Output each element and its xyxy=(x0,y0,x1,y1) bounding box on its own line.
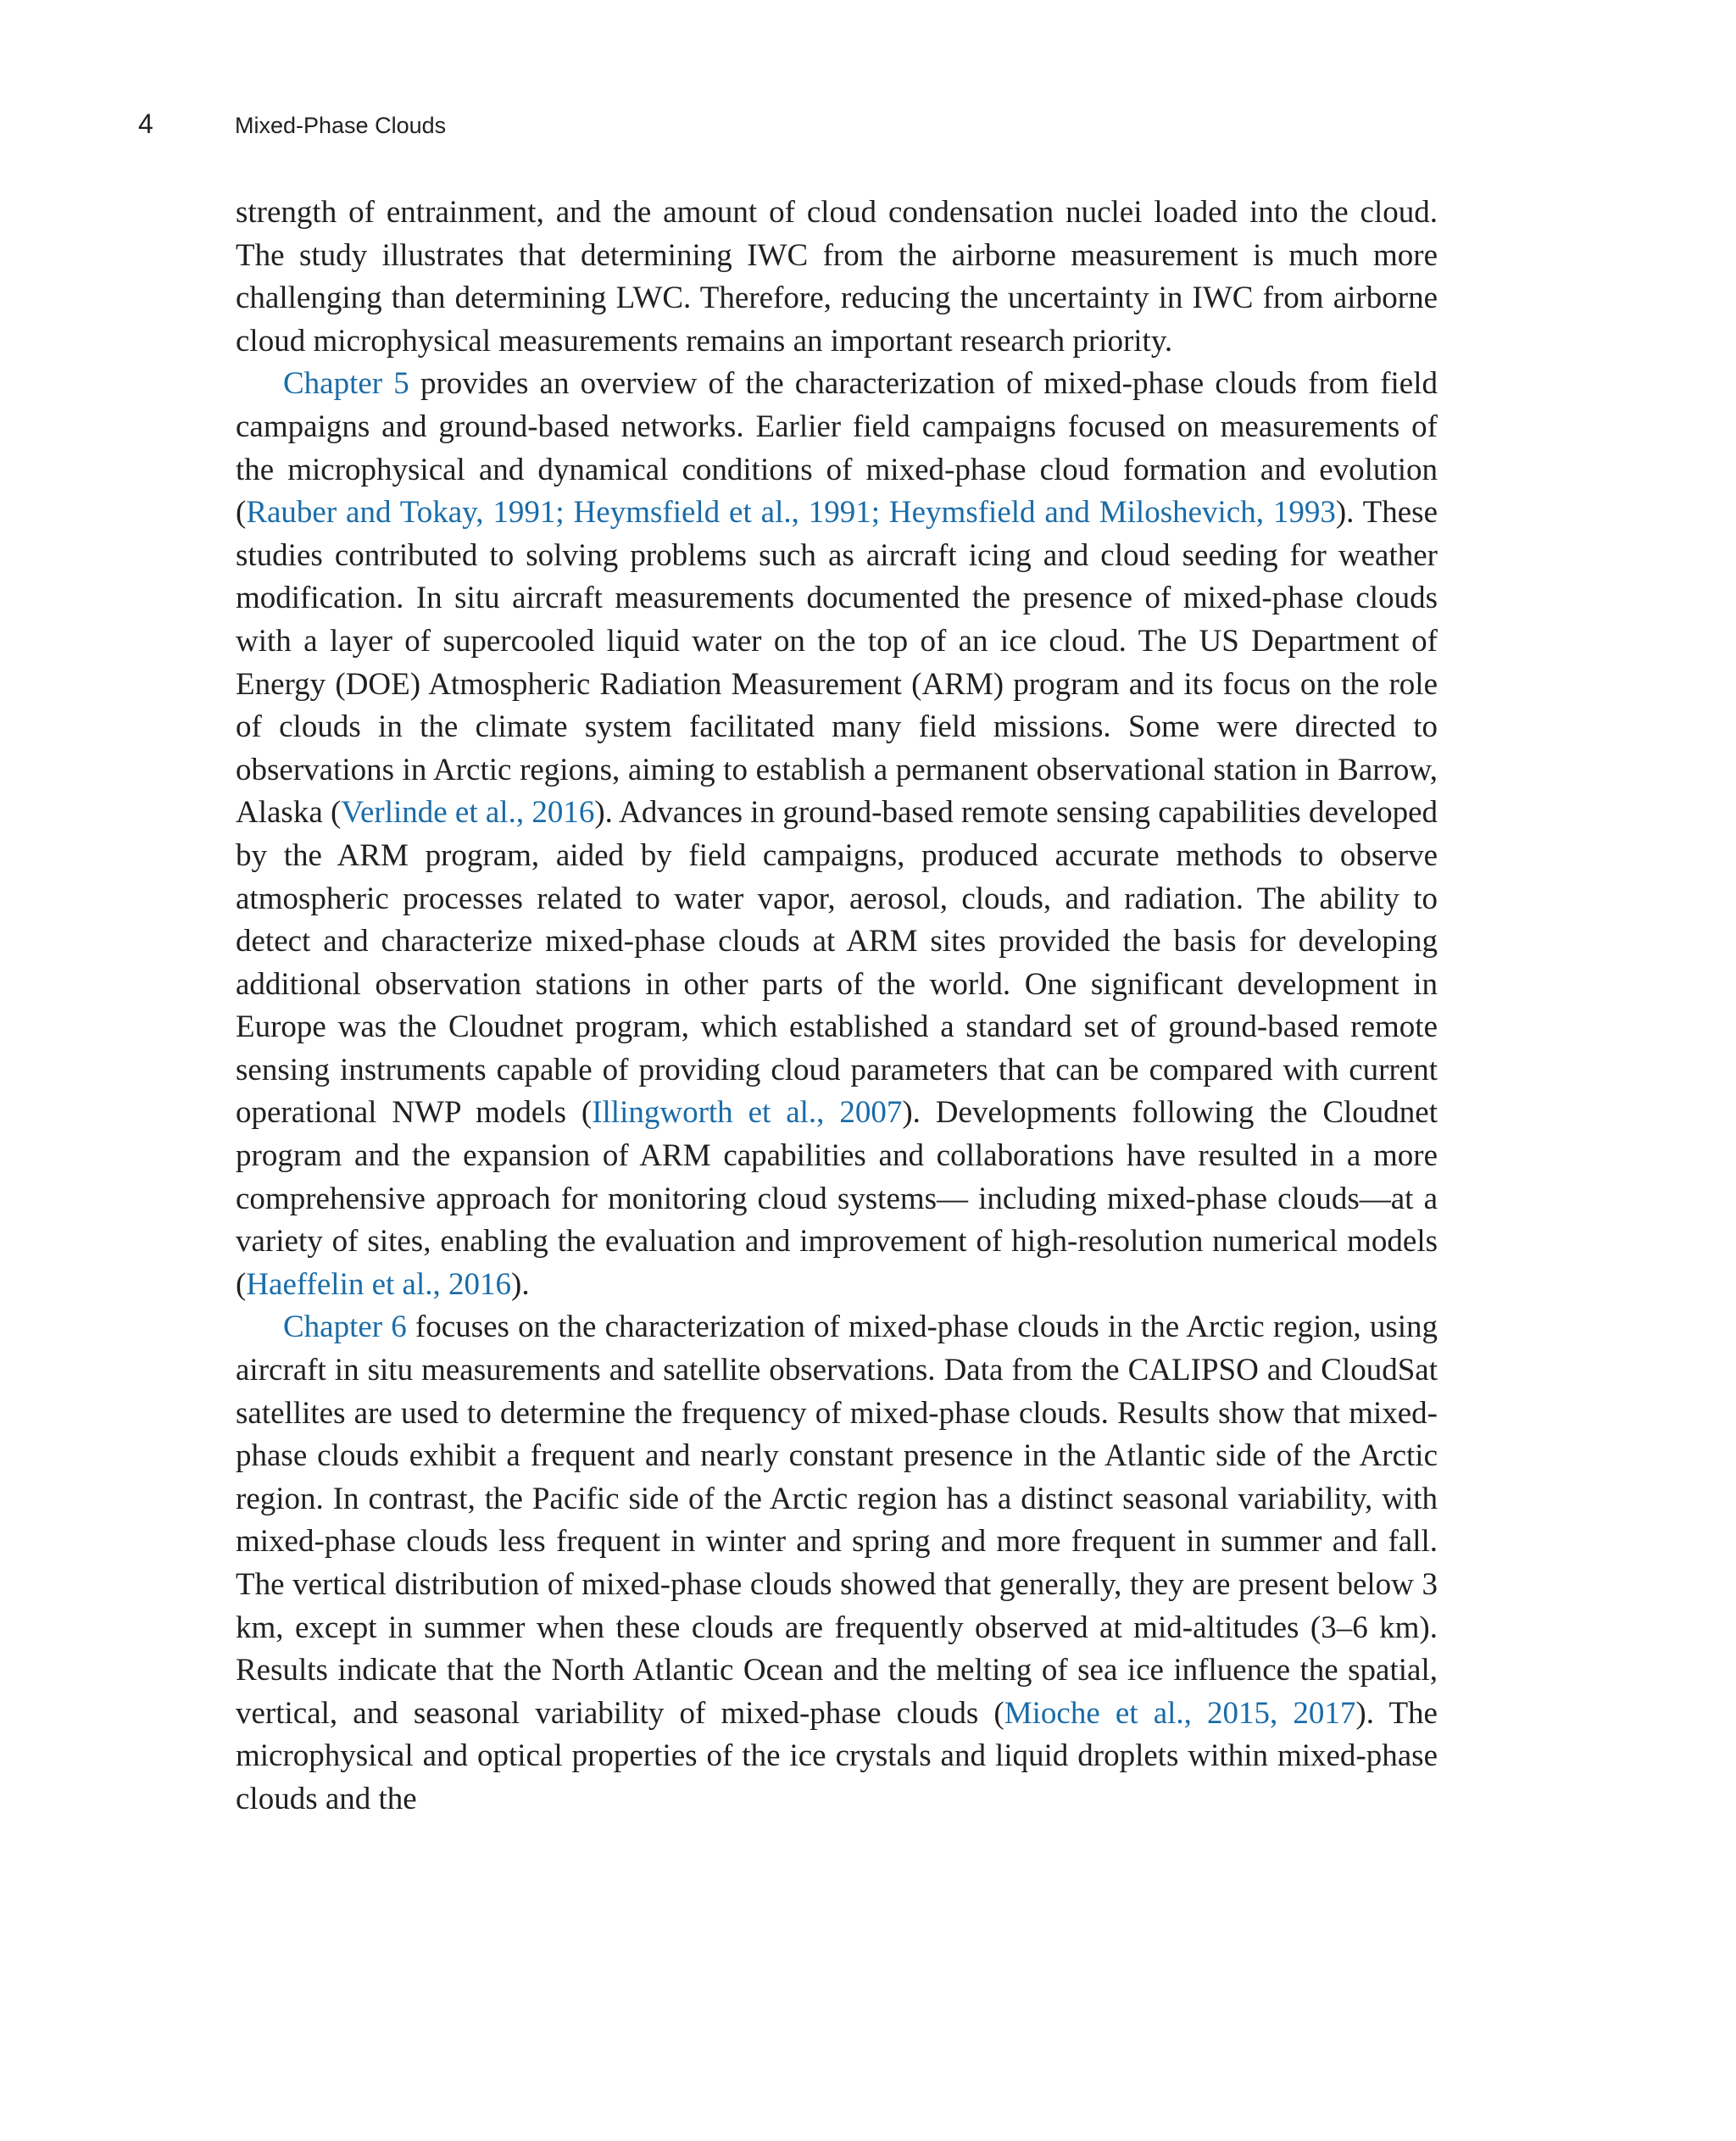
paragraph-1 xyxy=(236,192,1438,363)
cross-reference-link[interactable]: Mioche et al., 2015, 2017 xyxy=(1004,1695,1356,1731)
cross-reference-link[interactable]: Verlinde et al., 2016 xyxy=(341,795,595,831)
paragraph-text: ). xyxy=(511,1266,530,1302)
cross-reference-link[interactable]: Illingworth et al., 2007 xyxy=(592,1095,903,1131)
page-number: 4 xyxy=(138,108,153,139)
cross-reference-link[interactable]: Chapter 5 xyxy=(283,366,409,402)
paragraph-text: strength of entrainment, and the amount of cloud condensation nuclei loaded into the cloud. The study illustrates that determining IWC from the airborne measurement is much more challenging than determining LWC. Therefore, reducing the uncertainty in IWC from airborne cloud microphysical measurements remains an important research priority. xyxy=(236,195,1438,359)
body-text xyxy=(236,192,1438,1821)
paragraph-3 xyxy=(236,1306,1438,1821)
paragraph-2 xyxy=(236,363,1438,1306)
paragraph-text: focuses on the characterization of mixed-phase clouds in the Arctic region, using aircraft in situ measurements and satellite observations. Data from the CALIPSO and CloudSat satellites are used to determine the frequency of mixed-phase clouds. Results show that mixed-phase clouds exhibit a frequent and nearly constant presence in the Atlantic side of the Arctic region. In contrast, the Pacific side of the Arctic region has a distinct seasonal variability, with mixed-phase clouds less frequent in winter and spring and more frequent in summer and fall. The vertical distribution of mixed-phase clouds showed that generally, they are present below 3 km, except in summer when these clouds are frequently observed at mid-altitudes (3–6 km). Results indicate that the North Atlantic Ocean and the melting of sea ice influence the spatial, vertical, and seasonal variability of mixed-phase clouds ( xyxy=(236,1310,1438,1731)
paragraph-text: ). Advances in ground-based remote sensing capabilities developed by the ARM program, aided by field campaigns, produced accurate methods to observe atmospheric processes related to water vapor, aerosol, clouds, and radiation. The ability to detect and characterize mixed-phase clouds at ARM sites provided the basis for developing additional observation stations in other parts of the world. One significant development in Europe was the Cloudnet program, which established a standard set of ground-based remote sensing instruments capable of providing cloud parameters that can be compared with current operational NWP models ( xyxy=(236,795,1438,1131)
paragraph-text: ). These studies contributed to solving problems such as aircraft icing and cloud seeding for weather modification. In situ aircraft measurements documented the presence of mixed-phase clouds with a layer of supercooled liquid water on the top of an ice cloud. The US Department of Energy (DOE) Atmospheric Radiation Measurement (ARM) program and its focus on the role of clouds in the climate system facilitated many field missions. Some were directed to observations in Arctic regions, aiming to establish a permanent observational station in Barrow, Alaska ( xyxy=(236,495,1438,831)
cross-reference-link[interactable]: Rauber and Tokay, 1991; Heymsfield et al., 1991; Heymsfield and Miloshevich, 1993 xyxy=(246,495,1336,531)
cross-reference-link[interactable]: Chapter 6 xyxy=(283,1310,407,1345)
cross-reference-link[interactable]: Haeffelin et al., 2016 xyxy=(246,1266,512,1302)
paragraph-text: ). Developments following the Cloudnet program and the expansion of ARM capabilities and collaborations have resulted in a more comprehensive approach for monitoring cloud systems— including mixed-phase clouds—at a variety of sites, enabling the evaluation and improvement of high-resolution numerical models ( xyxy=(236,1095,1438,1302)
paragraph-text: ). The microphysical and optical properties of the ice crystals and liquid droplets within mixed-phase clouds and the xyxy=(236,1695,1438,1816)
paragraph-text: provides an overview of the characterization of mixed-phase clouds from field campaigns and ground-based networks. Earlier field campaigns focused on measurements of the microphysical and dynamical conditions of mixed-phase cloud formation and evolution ( xyxy=(236,366,1438,531)
running-head xyxy=(138,108,446,142)
running-title: Mixed-Phase Clouds xyxy=(235,113,447,138)
